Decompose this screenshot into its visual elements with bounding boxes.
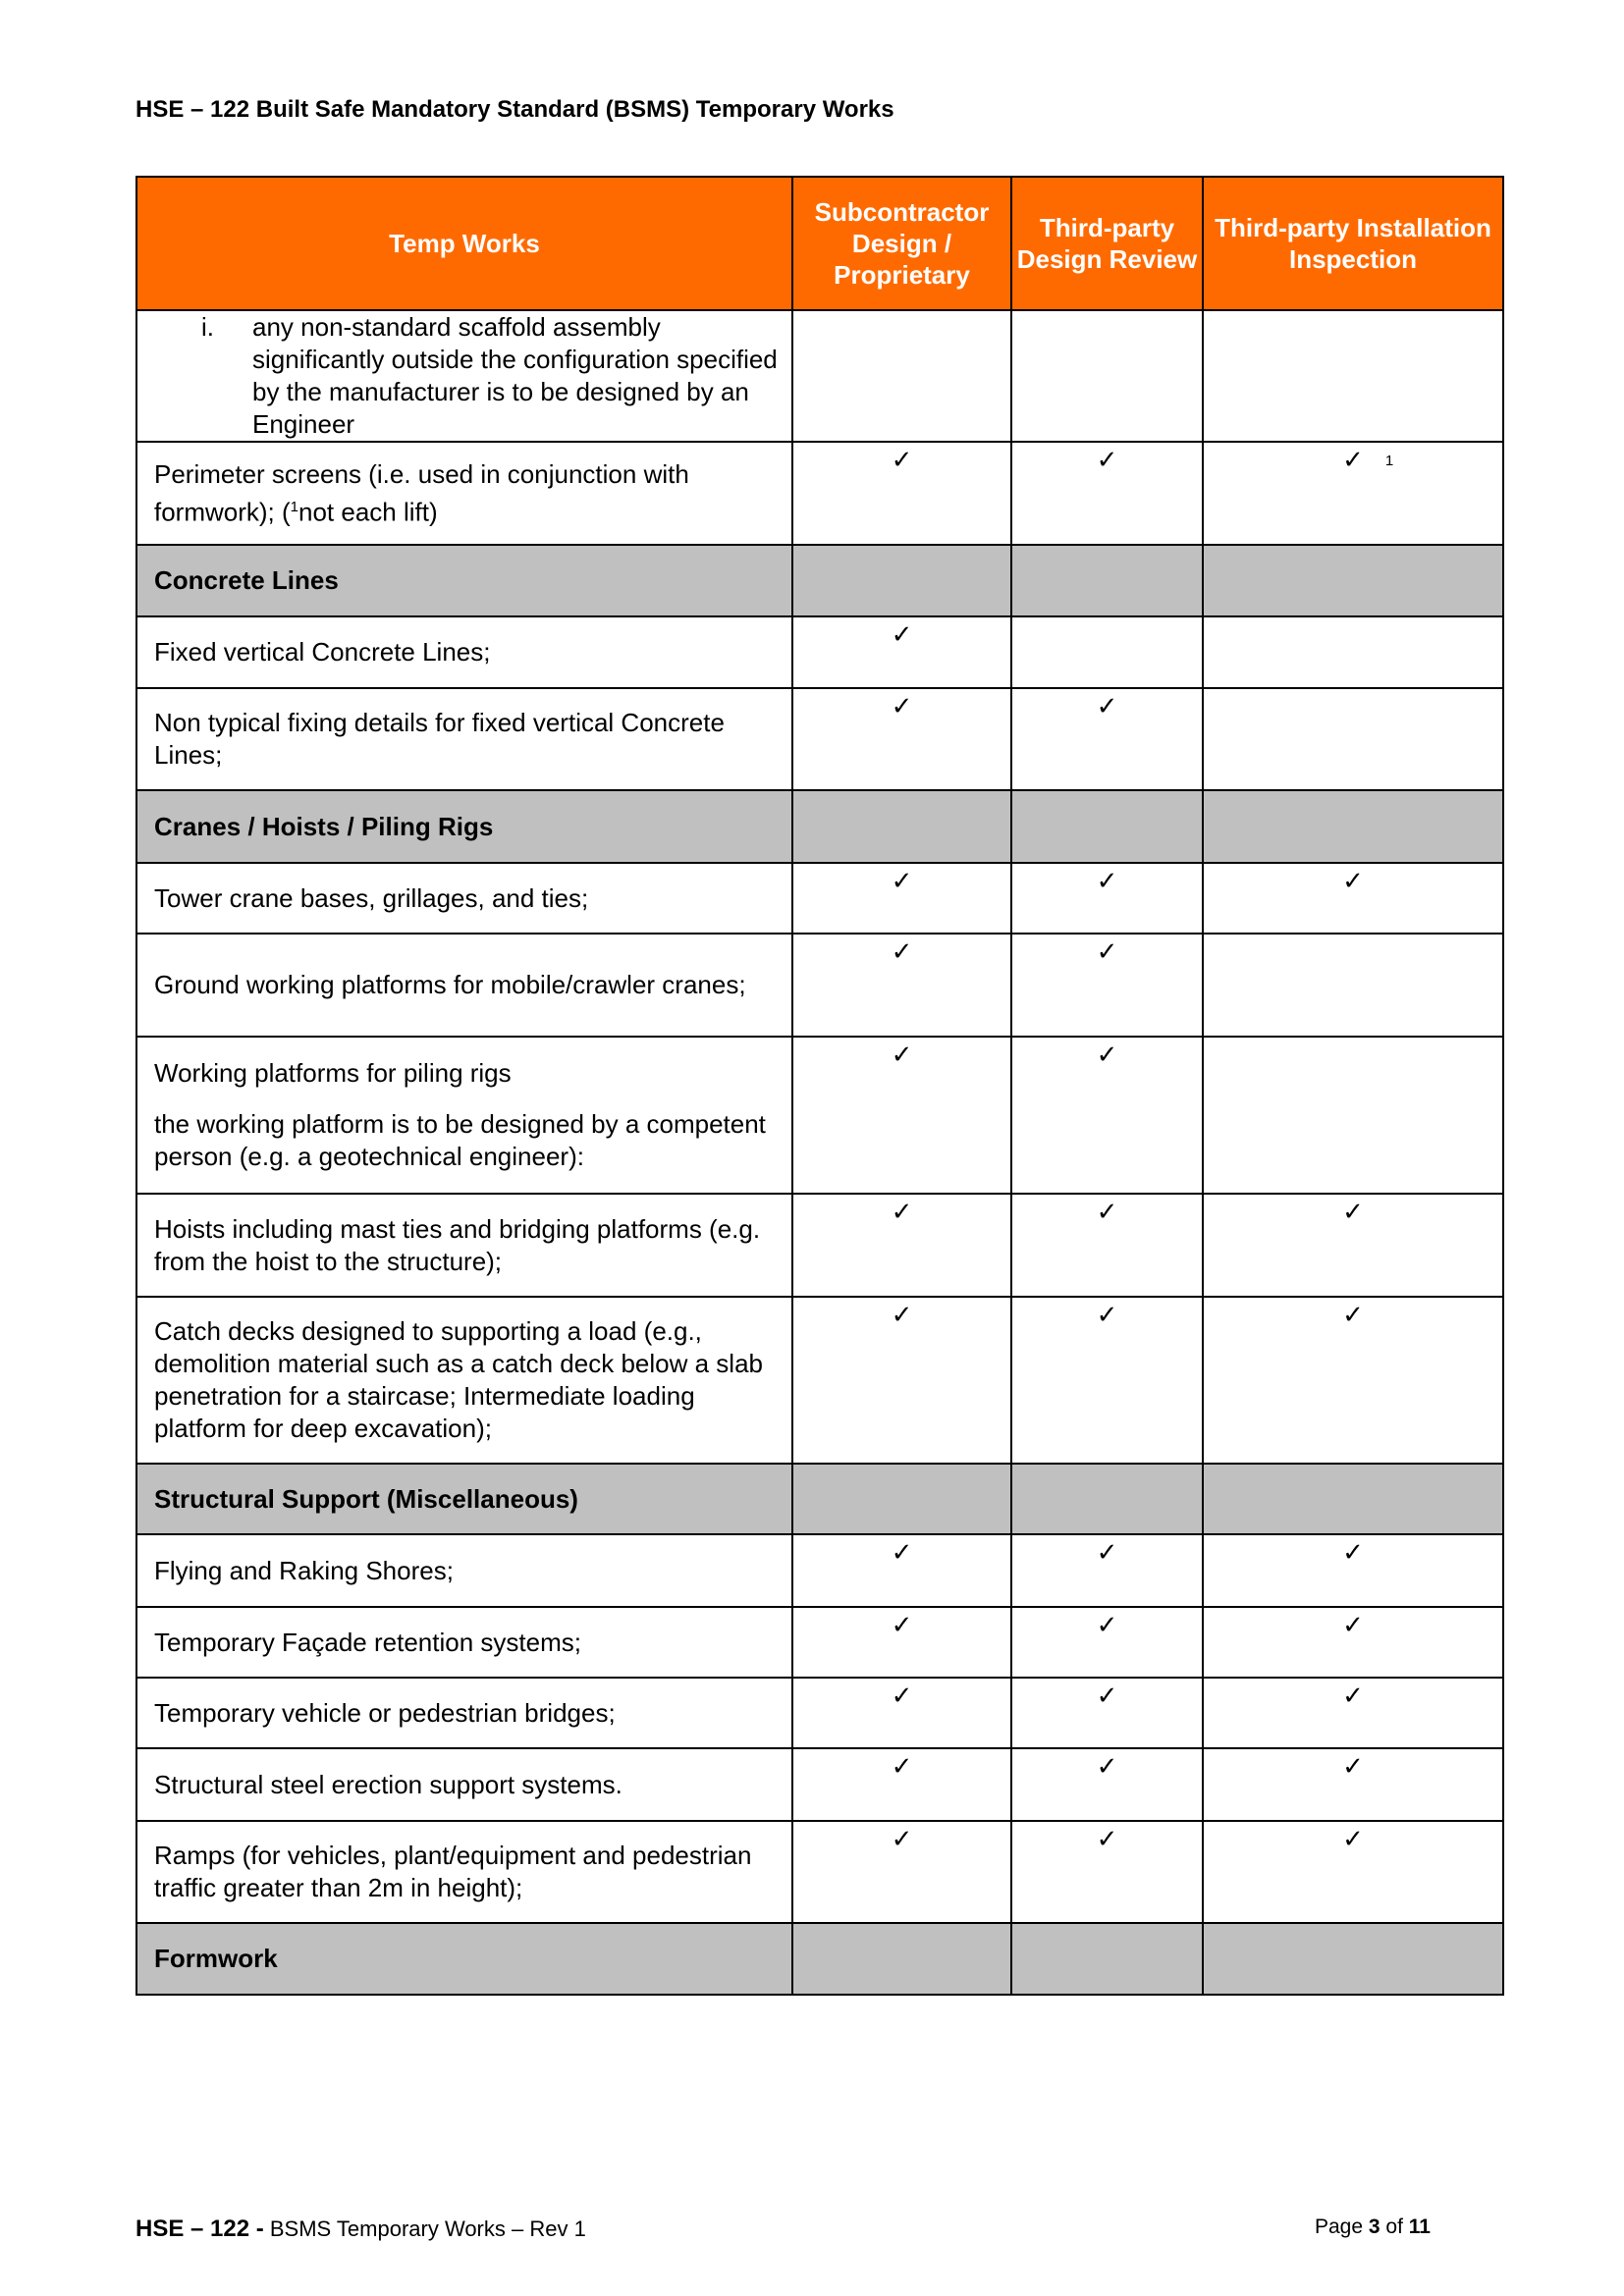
temp-works-cell	[136, 1923, 792, 1995]
table-row	[136, 616, 1503, 688]
check-cell	[1203, 863, 1503, 934]
table-header-row	[136, 177, 1503, 310]
check-cell	[1203, 1748, 1503, 1821]
row-text: Temporary Façade retention systems;	[154, 1627, 581, 1657]
temp-works-cell	[136, 442, 792, 545]
section-row	[136, 1923, 1503, 1995]
row-text: Hoists including mast ties and bridging platforms (e.g. from the hoist to the structure);	[154, 1213, 761, 1276]
check-cell	[1203, 1534, 1503, 1607]
row-text: Perimeter screens (i.e. used in conjunction with formwork); (	[154, 458, 689, 527]
temp-works-cell	[136, 1297, 792, 1464]
section-title: Formwork	[154, 1944, 278, 1973]
checkmark-icon: ✓	[1096, 1682, 1118, 1711]
check-cell	[792, 1194, 1011, 1297]
check-cell	[1203, 442, 1503, 545]
checkmark-icon: ✓	[891, 937, 913, 967]
page-prefix: Page	[1315, 2216, 1369, 2238]
page-current: 3	[1368, 2216, 1380, 2238]
table-row	[136, 1194, 1503, 1297]
check-cell	[1203, 1607, 1503, 1678]
footer-doc-name: BSMS Temporary Works – Rev 1	[269, 2216, 586, 2241]
check-cell	[792, 1297, 1011, 1464]
check-cell	[1011, 616, 1203, 688]
column-header: Temp Works	[136, 177, 792, 310]
column-header: Third-party Design Review	[1011, 177, 1203, 310]
checkmark-icon: ✓	[891, 446, 913, 475]
check-cell	[1203, 545, 1503, 616]
temp-works-cell	[136, 1678, 792, 1748]
checkmark-icon: ✓	[891, 1825, 913, 1854]
checkmark-icon: ✓	[1096, 1611, 1118, 1640]
check-cell	[1011, 1194, 1203, 1297]
checkmark-icon: ✓	[1342, 446, 1364, 475]
check-cell	[1203, 1037, 1503, 1194]
checkmark-icon: ✓	[891, 1611, 913, 1640]
checkmark-icon: ✓	[1096, 1301, 1118, 1330]
page-of: of	[1380, 2216, 1409, 2238]
checkmark-icon: ✓	[1096, 867, 1118, 896]
check-cell	[1203, 688, 1503, 790]
checkmark-icon: ✓	[1342, 867, 1364, 896]
check-cell	[1011, 1464, 1203, 1534]
checkmark-icon: ✓	[1342, 1611, 1364, 1640]
check-cell	[1011, 442, 1203, 545]
checkmark-icon: ✓	[1096, 692, 1118, 721]
check-cell	[1011, 863, 1203, 934]
check-cell	[1203, 1194, 1503, 1297]
check-cell	[1203, 616, 1503, 688]
checkmark-icon: ✓	[1096, 1538, 1118, 1568]
checkmark-icon: ✓	[891, 1752, 913, 1782]
table-row	[136, 934, 1503, 1037]
table-row	[136, 1607, 1503, 1678]
temp-works-cell	[136, 934, 792, 1037]
checkmark-icon: ✓	[1342, 1825, 1364, 1854]
row-text: Flying and Raking Shores;	[154, 1555, 454, 1585]
checkmark-icon: ✓	[891, 692, 913, 721]
check-cell	[1011, 1297, 1203, 1464]
row-text: Ramps (for vehicles, plant/equipment and pedestrian traffic greater than 2m in height);	[154, 1841, 752, 1902]
check-cell	[1011, 1678, 1203, 1748]
temp-works-cell	[136, 1037, 792, 1194]
sub-item-number: i.	[201, 312, 214, 342]
table-row	[136, 1678, 1503, 1748]
check-cell	[1011, 1748, 1203, 1821]
check-cell	[792, 688, 1011, 790]
temp-works-cell	[136, 616, 792, 688]
check-cell	[1203, 1923, 1503, 1995]
section-row	[136, 790, 1503, 863]
table-row	[136, 1534, 1503, 1607]
checkmark-icon: ✓	[1096, 446, 1118, 475]
temp-works-cell	[136, 1534, 792, 1607]
footer	[135, 2216, 586, 2243]
checkmark-icon: ✓	[891, 1301, 913, 1330]
checkmark-icon: ✓	[891, 1538, 913, 1568]
check-cell	[1011, 1821, 1203, 1923]
column-header: Third-party Installation Inspection	[1203, 177, 1503, 310]
check-cell	[792, 934, 1011, 1037]
check-cell	[1011, 545, 1203, 616]
check-cell	[1011, 934, 1203, 1037]
temp-works-cell	[136, 1821, 792, 1923]
row-text: Non typical fixing details for fixed vertical Concrete Lines;	[154, 708, 725, 770]
check-cell	[792, 1821, 1011, 1923]
checkmark-icon: ✓	[891, 1682, 913, 1711]
temp-works-cell	[136, 1464, 792, 1534]
section-title: Cranes / Hoists / Piling Rigs	[154, 811, 494, 841]
check-cell	[1203, 790, 1503, 863]
section-row	[136, 545, 1503, 616]
row-text: any non-standard scaffold assembly significantly outside the configuration specified by the manufacturer is to be designed by an Engineer	[252, 312, 778, 439]
check-cell	[1011, 1607, 1203, 1678]
checkmark-icon: ✓	[1342, 1682, 1364, 1711]
table-row	[136, 1748, 1503, 1821]
check-cell	[1011, 790, 1203, 863]
section-title: Concrete Lines	[154, 565, 339, 595]
table-row	[136, 310, 1503, 442]
temp-works-cell	[136, 790, 792, 863]
checkmark-icon: ✓	[891, 1198, 913, 1227]
check-cell	[792, 1748, 1011, 1821]
check-cell	[792, 442, 1011, 545]
checkmark-icon: ✓	[1096, 1041, 1118, 1070]
footer-doc-id: HSE – 122 -	[135, 2216, 264, 2242]
check-cell	[792, 863, 1011, 934]
checkmark-icon: ✓	[1096, 937, 1118, 967]
checkmark-icon: ✓	[1096, 1752, 1118, 1782]
temp-works-cell	[136, 688, 792, 790]
row-text: Temporary vehicle or pedestrian bridges;	[154, 1697, 616, 1728]
check-cell	[1203, 310, 1503, 442]
row-text: Fixed vertical Concrete Lines;	[154, 637, 491, 667]
checkmark-icon: ✓	[891, 867, 913, 896]
row-text: Catch decks designed to supporting a load (e.g., demolition material such as a catch deck below a slab penetration for a staircase; Intermediate loading platform for deep excavation);	[154, 1316, 763, 1443]
temp-works-cell	[136, 545, 792, 616]
check-cell	[792, 1464, 1011, 1534]
check-cell	[792, 790, 1011, 863]
table-row	[136, 442, 1503, 545]
table-row	[136, 1821, 1503, 1923]
temp-works-cell	[136, 310, 792, 442]
check-cell	[792, 616, 1011, 688]
check-cell	[1203, 1821, 1503, 1923]
check-cell	[1203, 1297, 1503, 1464]
row-text-note: the working platform is to be designed by a competent person (e.g. a geotechnical engineer):	[154, 1109, 766, 1171]
table-row	[136, 1037, 1503, 1194]
footnote-ref: 1	[1384, 453, 1394, 469]
section-row	[136, 1464, 1503, 1534]
check-cell	[1203, 1678, 1503, 1748]
check-cell	[1011, 1534, 1203, 1607]
checkmark-icon: ✓	[891, 620, 913, 650]
checkmark-icon: ✓	[1342, 1538, 1364, 1568]
checkmark-icon: ✓	[1342, 1752, 1364, 1782]
row-text: Structural steel erection support systems.	[154, 1769, 623, 1799]
checkmark-icon: ✓	[1096, 1825, 1118, 1854]
check-cell	[792, 1678, 1011, 1748]
page-number	[1315, 2216, 1431, 2239]
check-cell	[1203, 1464, 1503, 1534]
section-title: Structural Support (Miscellaneous)	[154, 1483, 578, 1514]
check-cell	[792, 1607, 1011, 1678]
row-text-cont: not each lift)	[298, 497, 438, 527]
document-title: HSE – 122 Built Safe Mandatory Standard (BSMS) Temporary Works	[135, 96, 894, 123]
check-cell	[792, 310, 1011, 442]
temp-works-cell	[136, 1607, 792, 1678]
page-total: 11	[1408, 2216, 1431, 2238]
row-text: Tower crane bases, grillages, and ties;	[154, 882, 589, 913]
temp-works-table	[135, 176, 1504, 1996]
checkmark-icon: ✓	[891, 1041, 913, 1070]
check-cell	[792, 1534, 1011, 1607]
temp-works-cell	[136, 863, 792, 934]
table-row	[136, 688, 1503, 790]
check-cell	[1011, 1037, 1203, 1194]
table-row	[136, 863, 1503, 934]
check-cell	[1011, 1923, 1203, 1995]
footnote-ref: 1	[290, 498, 299, 515]
check-cell	[792, 1037, 1011, 1194]
checkmark-icon: ✓	[1342, 1301, 1364, 1330]
table-row	[136, 1297, 1503, 1464]
check-cell	[1203, 934, 1503, 1037]
check-cell	[1011, 310, 1203, 442]
row-text: Ground working platforms for mobile/crawler cranes;	[154, 970, 746, 999]
check-cell	[1011, 688, 1203, 790]
temp-works-cell	[136, 1194, 792, 1297]
check-cell	[792, 1923, 1011, 1995]
checkmark-icon: ✓	[1342, 1198, 1364, 1227]
check-cell	[792, 545, 1011, 616]
checkmark-icon: ✓	[1096, 1198, 1118, 1227]
column-header: Subcontractor Design / Proprietary	[792, 177, 1011, 310]
row-text: Working platforms for piling rigs	[154, 1058, 512, 1088]
temp-works-cell	[136, 1748, 792, 1821]
